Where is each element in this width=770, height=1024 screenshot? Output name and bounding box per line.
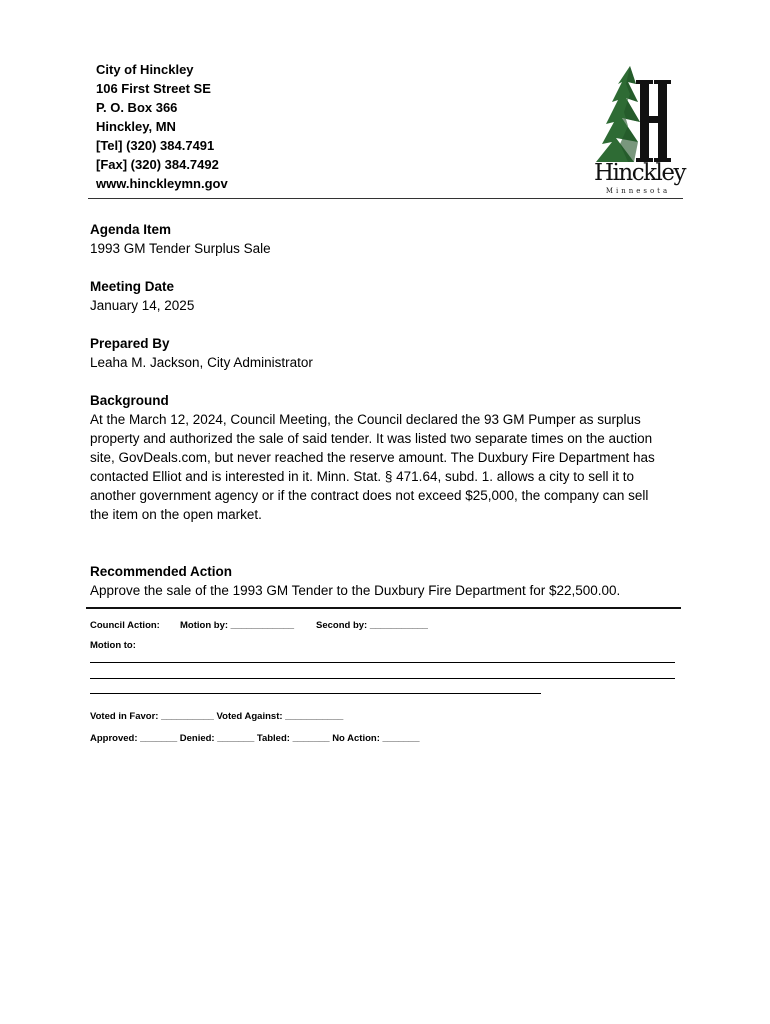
- motion-by-field[interactable]: Motion by: ____________: [180, 620, 295, 631]
- background-line: another government agency or if the contract does not exceed $25,000, the company can sell: [90, 488, 649, 503]
- vote-count-row[interactable]: Voted in Favor: __________ Voted Against: ___________: [90, 711, 344, 722]
- recommended-action-label: Recommended Action: [90, 564, 233, 579]
- prepared-by-value: Leaha M. Jackson, City Administrator: [90, 355, 313, 370]
- motion-to-blank-line[interactable]: [90, 693, 541, 694]
- po-box: P. O. Box 366: [96, 100, 178, 115]
- background-section: [90, 391, 690, 524]
- council-action-divider: [86, 607, 681, 609]
- background-line: the item on the open market.: [90, 507, 262, 522]
- telephone: [Tel] (320) 384.7491: [96, 138, 215, 153]
- city-address-block: [96, 60, 228, 193]
- fax: [Fax] (320) 384.7492: [96, 157, 219, 172]
- meeting-date-label: Meeting Date: [90, 279, 175, 294]
- background-line: At the March 12, 2024, Council Meeting, the Council declared the 93 GM Pumper as surplus: [90, 412, 641, 427]
- agenda-item-value: 1993 GM Tender Surplus Sale: [90, 241, 271, 256]
- council-action-label: Council Action:: [90, 620, 160, 631]
- logo-state: Minnesota: [605, 187, 671, 195]
- agenda-item-section: [90, 220, 271, 258]
- recommended-action-section: [90, 562, 690, 600]
- second-by-field[interactable]: Second by: ___________: [316, 620, 428, 631]
- agenda-item-label: Agenda Item: [90, 222, 172, 237]
- street-address: 106 First Street SE: [96, 81, 211, 96]
- recommended-action-value: Approve the sale of the 1993 GM Tender to the Duxbury Fire Department for $22,500.00.: [90, 583, 621, 598]
- disposition-row[interactable]: Approved: _______ Denied: _______ Tabled: _______ No Action: _______: [90, 733, 420, 744]
- background-line: site, GovDeals.com, but never reached the reserve amount. The Duxbury Fire Department has: [90, 450, 655, 465]
- background-label: Background: [90, 393, 169, 408]
- meeting-date-value: January 14, 2025: [90, 298, 195, 313]
- hinckley-logo: [592, 64, 684, 200]
- motion-to-blank-line[interactable]: [90, 678, 675, 679]
- motion-to-blank-line[interactable]: [90, 662, 675, 663]
- background-line: contacted Elliot and is interested in it. Minn. Stat. § 471.64, subd. 1. allows a city to sell it to: [90, 469, 635, 484]
- prepared-by-section: [90, 334, 313, 372]
- city-state: Hinckley, MN: [96, 119, 176, 134]
- header-divider: [88, 198, 683, 199]
- city-name: City of Hinckley: [96, 62, 194, 77]
- website: www.hinckleymn.gov: [96, 176, 228, 191]
- prepared-by-label: Prepared By: [90, 336, 170, 351]
- meeting-date-section: [90, 277, 194, 315]
- pine-tree-h-icon: [592, 64, 684, 164]
- logo-wordmark: Hinckley: [594, 160, 686, 186]
- motion-to-label: Motion to:: [90, 640, 136, 651]
- background-line: property and authorized the sale of said tender. It was listed two separate times on the auction: [90, 431, 653, 446]
